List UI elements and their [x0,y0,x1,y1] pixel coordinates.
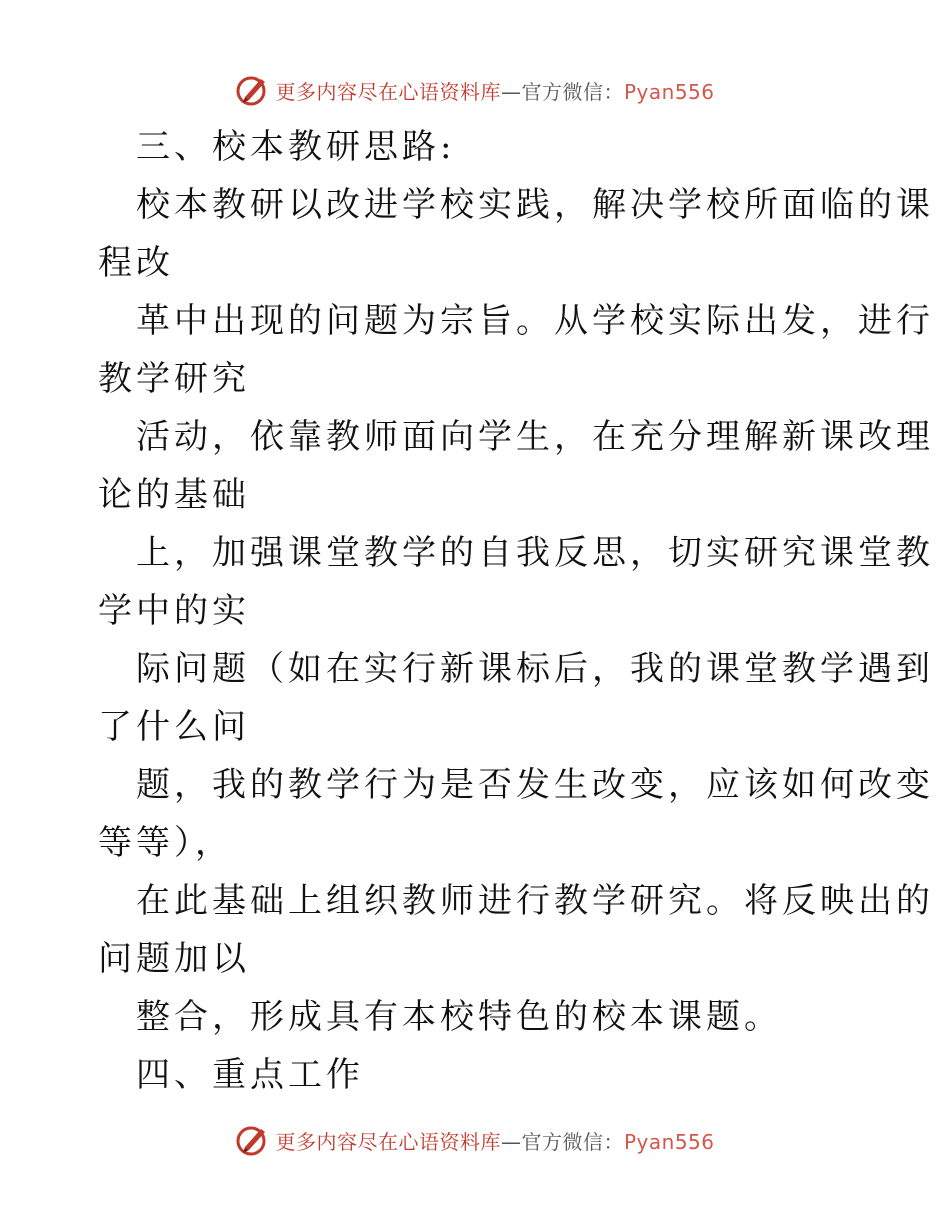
text-line: 在此基础上组织教师进行教学研究。将反映出的 [136,881,934,921]
document-body [98,118,934,1104]
text-line: 了什么问 [98,707,250,747]
text-line: 际问题（如在实行新课标后，我的课堂教学遇到 [136,649,934,689]
watermark-wechat-id: Pyan556 [623,1129,715,1154]
watermark-dash: — [500,79,522,104]
footer-watermark [0,1120,950,1160]
watermark-text [275,76,714,105]
text-line: 三、校本教研思路: [136,127,456,167]
watermark-text [275,1126,714,1155]
text-line: 校本教研以改进学校实践，解决学校所面临的课 [136,185,934,225]
text-line: 等等）， [98,823,233,863]
text-line: 题，我的教学行为是否发生改变，应该如何改变 [136,765,934,805]
watermark-wechat-label: 官方微信： [521,79,624,104]
text-line: 教学研究 [98,359,250,399]
text-line: 四、重点工作 [136,1055,364,1095]
watermark-brand: 更多内容尽在心语资料库 [275,79,501,104]
text-line: 活动，依靠教师面向学生，在充分理解新课改理 [136,417,934,457]
text-line: 论的基础 [98,475,250,515]
watermark-dash: — [500,1129,522,1154]
text-line: 革中出现的问题为宗旨。从学校实际出发，进行 [136,301,934,341]
text-line: 上，加强课堂教学的自我反思，切实研究课堂教 [136,533,934,573]
header-watermark [0,70,950,110]
text-line: 整合，形成具有本校特色的校本课题。 [136,997,782,1037]
text-line: 学中的实 [98,591,250,631]
text-line: 问题加以 [98,939,250,979]
watermark-wechat-label: 官方微信： [521,1129,624,1154]
watermark-wechat-id: Pyan556 [623,79,715,104]
text-line: 程改 [98,243,174,283]
watermark-brand: 更多内容尽在心语资料库 [275,1129,501,1154]
pen-logo-icon [235,73,269,107]
pen-logo-icon [235,1123,269,1157]
